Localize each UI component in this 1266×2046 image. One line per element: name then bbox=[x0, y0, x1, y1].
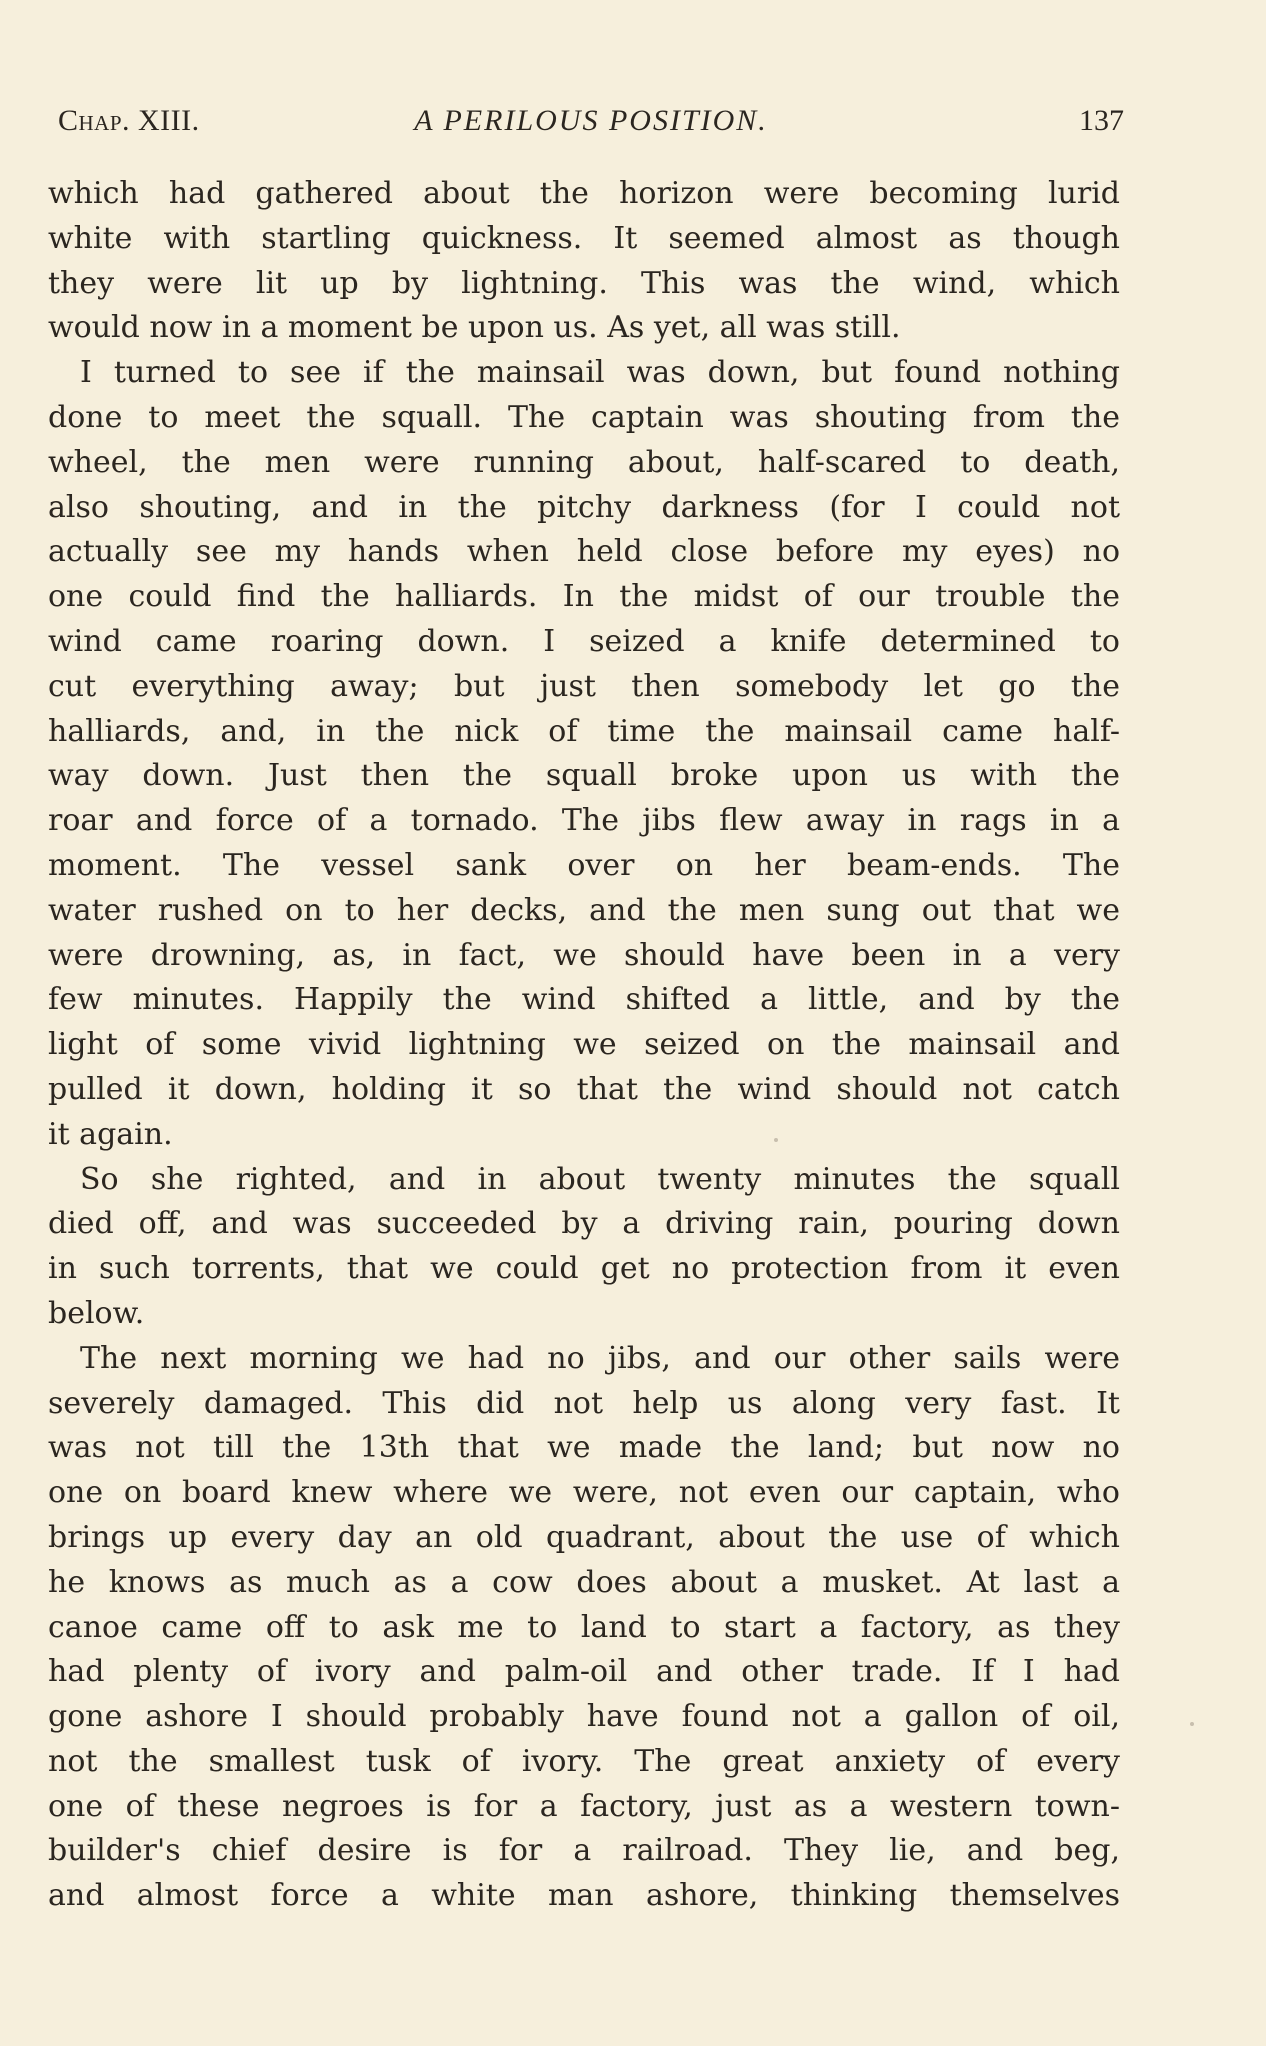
text-line: gone ashore I should probably have found not a gallon of oil, bbox=[48, 1699, 1120, 1735]
text-line: they were lit up by lightning. This was the wind, which bbox=[48, 265, 1120, 301]
text-line: light of some vivid lightning we seized on the mainsail and bbox=[48, 1027, 1120, 1063]
text-line: wind came roaring down. I seized a knife determined to bbox=[48, 623, 1120, 659]
running-title: A PERILOUS POSITION. bbox=[414, 104, 768, 137]
text-line: roar and force of a tornado. The jibs flew away in rags in a bbox=[48, 803, 1120, 839]
text-line: brings up every day an old quadrant, about the use of which bbox=[48, 1519, 1120, 1555]
running-header bbox=[58, 104, 1124, 150]
text-line: severely damaged. This did not help us along very fast. It bbox=[48, 1385, 1120, 1421]
text-line: white with startling quickness. It seemed almost as though bbox=[48, 220, 1120, 256]
text-line: one on board knew where we were, not even our captain, who bbox=[48, 1475, 1120, 1511]
text-line: it again. bbox=[48, 1116, 173, 1152]
text-line: water rushed on to her decks, and the men sung out that we bbox=[48, 892, 1120, 928]
paper-speck bbox=[1190, 1722, 1194, 1726]
text-line: below. bbox=[48, 1295, 145, 1331]
text-line: The next morning we had no jibs, and our other sails were bbox=[80, 1340, 1120, 1376]
text-line: cut everything away; but just then somebody let go the bbox=[48, 668, 1120, 704]
text-line: which had gathered about the horizon were becoming lurid bbox=[48, 176, 1120, 211]
text-line: and almost force a white man ashore, thinking themselves bbox=[48, 1878, 1120, 1914]
text-line: wheel, the men were running about, half-scared to death, bbox=[48, 444, 1120, 480]
text-line: died off, and was succeeded by a driving rain, pouring down bbox=[48, 1206, 1120, 1242]
text-line: one of these negroes is for a factory, just as a western town- bbox=[48, 1788, 1120, 1824]
text-line: would now in a moment be upon us. As yet, all was still. bbox=[48, 310, 901, 346]
text-line: was not till the 13th that we made the land; but now no bbox=[48, 1430, 1120, 1466]
text-line: he knows as much as a cow does about a musket. At last a bbox=[48, 1564, 1120, 1600]
text-line: done to meet the squall. The captain was shouting from the bbox=[48, 399, 1120, 435]
text-line: few minutes. Happily the wind shifted a little, and by the bbox=[48, 982, 1120, 1018]
text-line: canoe came off to ask me to land to start a factory, as they bbox=[48, 1609, 1120, 1645]
text-line: one could find the halliards. In the midst of our trouble the bbox=[48, 579, 1120, 615]
text-line: moment. The vessel sank over on her beam-ends. The bbox=[48, 847, 1120, 883]
text-line: way down. Just then the squall broke upon us with the bbox=[48, 758, 1120, 794]
text-line: halliards, and, in the nick of time the mainsail came half- bbox=[48, 713, 1120, 749]
page-number: 137 bbox=[1079, 104, 1124, 137]
paper-speck bbox=[774, 1138, 778, 1142]
text-line: were drowning, as, in fact, we should have been in a very bbox=[48, 937, 1120, 973]
text-line: I turned to see if the mainsail was down, but found nothing bbox=[80, 355, 1120, 391]
text-line: also shouting, and in the pitchy darkness (for I could not bbox=[48, 489, 1120, 525]
text-line: had plenty of ivory and palm-oil and other trade. If I had bbox=[48, 1654, 1120, 1690]
text-line: actually see my hands when held close before my eyes) no bbox=[48, 534, 1120, 570]
body-text bbox=[48, 172, 1120, 1919]
text-line: not the smallest tusk of ivory. The great anxiety of every bbox=[48, 1743, 1120, 1779]
chapter-label: Chap. XIII. bbox=[58, 104, 200, 137]
text-line: So she righted, and in about twenty minutes the squall bbox=[80, 1161, 1120, 1197]
text-line: in such torrents, that we could get no protection from it even bbox=[48, 1251, 1120, 1287]
text-line: builder's chief desire is for a railroad. They lie, and beg, bbox=[48, 1833, 1120, 1869]
text-line: pulled it down, holding it so that the wind should not catch bbox=[48, 1071, 1120, 1107]
